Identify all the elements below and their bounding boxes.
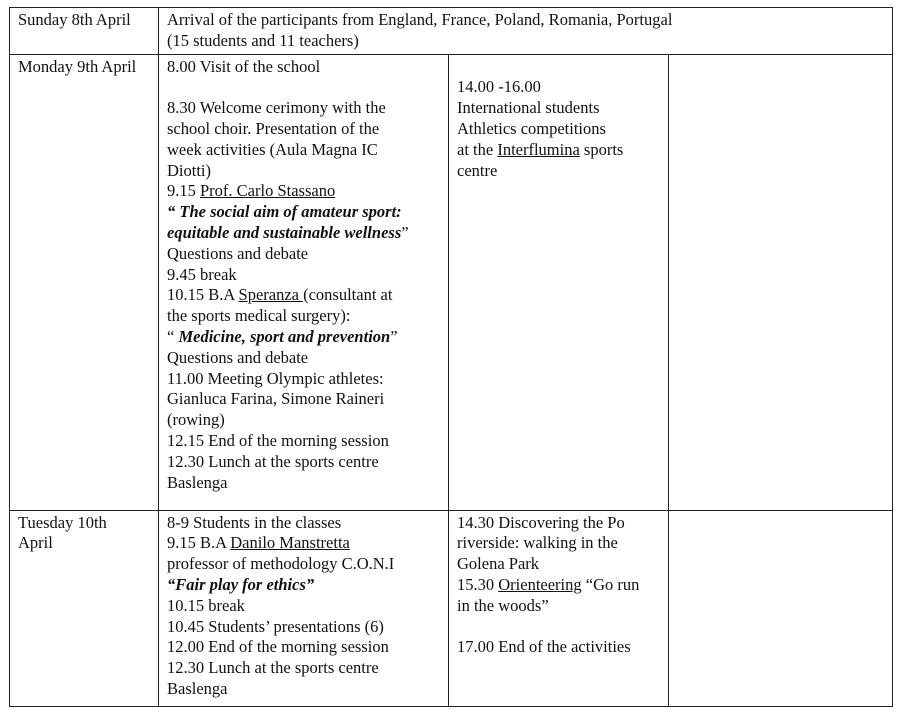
activity-line: International students bbox=[457, 98, 600, 118]
activity-line: school choir. Presentation of the bbox=[167, 118, 380, 138]
day-label: Tuesday 10th bbox=[18, 512, 107, 532]
activity-line: Diotti) bbox=[167, 160, 211, 180]
activity-line: centre bbox=[457, 160, 498, 180]
activity-line: 8-9 Students in the classes bbox=[167, 512, 342, 532]
activity-line: Golena Park bbox=[457, 554, 540, 574]
activity-name: Orienteering bbox=[498, 574, 582, 594]
talk-title: “Fair play for ethics” bbox=[167, 574, 315, 594]
activity-line: Questions and debate bbox=[167, 243, 309, 263]
activity-line: at the Interflumina sports bbox=[457, 139, 624, 159]
activity-line: Athletics competitions bbox=[457, 118, 606, 138]
activity-line: 12.00 End of the morning session bbox=[167, 637, 389, 657]
activity-line: (rowing) bbox=[167, 410, 225, 430]
morning-cell bbox=[159, 510, 449, 706]
speaker-name: Speranza bbox=[238, 285, 304, 305]
venue-name: Interflumina bbox=[497, 139, 580, 159]
activity-line: Baslenga bbox=[167, 472, 228, 492]
day-label: Sunday 8th April bbox=[18, 10, 131, 29]
activity-line: 11.00 Meeting Olympic athletes: bbox=[167, 368, 384, 388]
activity-line: riverside: walking in the bbox=[457, 533, 618, 553]
activity-line: in the woods” bbox=[457, 595, 549, 615]
activity-line: 10.15 break bbox=[167, 595, 245, 615]
day-label: April bbox=[18, 533, 53, 553]
schedule-table bbox=[9, 7, 893, 707]
activity-line: 14.00 -16.00 bbox=[457, 77, 541, 97]
activity-line: 9.15 Prof. Carlo Stassano bbox=[167, 181, 336, 201]
speaker-name: Danilo Manstretta bbox=[230, 533, 350, 553]
speaker-name: Prof. Carlo Stassano bbox=[200, 181, 336, 201]
morning-cell bbox=[159, 54, 449, 510]
activity-line: professor of methodology C.O.N.I bbox=[167, 554, 395, 574]
activity-line: Arrival of the participants from England, France, Poland, Romania, Portugal bbox=[167, 10, 673, 29]
activity-cell bbox=[159, 8, 893, 55]
activity-line: 9.15 B.A Danilo Manstretta bbox=[167, 533, 350, 553]
empty-cell bbox=[669, 510, 893, 706]
activity-line: Gianluca Farina, Simone Raineri bbox=[167, 389, 385, 409]
activity-line: 12.30 Lunch at the sports centre bbox=[167, 451, 379, 471]
talk-title: “ The social aim of amateur sport: bbox=[167, 202, 402, 222]
day-cell bbox=[10, 510, 159, 706]
afternoon-cell bbox=[449, 510, 669, 706]
afternoon-cell bbox=[449, 54, 669, 510]
table-row-sunday bbox=[10, 8, 893, 55]
table-row-monday bbox=[10, 54, 893, 510]
activity-line: 15.30 Orienteering “Go run bbox=[457, 574, 640, 594]
activity-line: (15 students and 11 teachers) bbox=[167, 30, 359, 50]
activity-line: “ Medicine, sport and prevention” bbox=[167, 326, 398, 346]
day-cell bbox=[10, 8, 159, 55]
activity-line: the sports medical surgery): bbox=[167, 306, 351, 326]
activity-line: 10.15 B.A Speranza (consultant at bbox=[167, 285, 393, 305]
activity-line: 12.15 End of the morning session bbox=[167, 430, 389, 450]
day-label: Monday 9th April bbox=[18, 56, 137, 76]
activity-line: week activities (Aula Magna IC bbox=[167, 139, 378, 159]
activity-line: equitable and sustainable wellness” bbox=[167, 222, 409, 242]
activity-line: 14.30 Discovering the Po bbox=[457, 512, 625, 532]
day-cell bbox=[10, 54, 159, 510]
talk-title: Medicine, sport and prevention bbox=[178, 326, 391, 346]
activity-line: 8.00 Visit of the school bbox=[167, 56, 321, 76]
activity-line: Baslenga bbox=[167, 678, 228, 698]
activity-line: 10.45 Students’ presentations (6) bbox=[167, 616, 384, 636]
activity-line: Questions and debate bbox=[167, 347, 309, 367]
activity-line: 9.45 break bbox=[167, 264, 237, 284]
empty-cell bbox=[669, 54, 893, 510]
activity-line: 17.00 End of the activities bbox=[457, 637, 631, 657]
activity-line: 8.30 Welcome cerimony with the bbox=[167, 98, 386, 118]
table-row-tuesday bbox=[10, 510, 893, 706]
talk-title: equitable and sustainable wellness bbox=[167, 222, 402, 242]
activity-line: 12.30 Lunch at the sports centre bbox=[167, 658, 379, 678]
